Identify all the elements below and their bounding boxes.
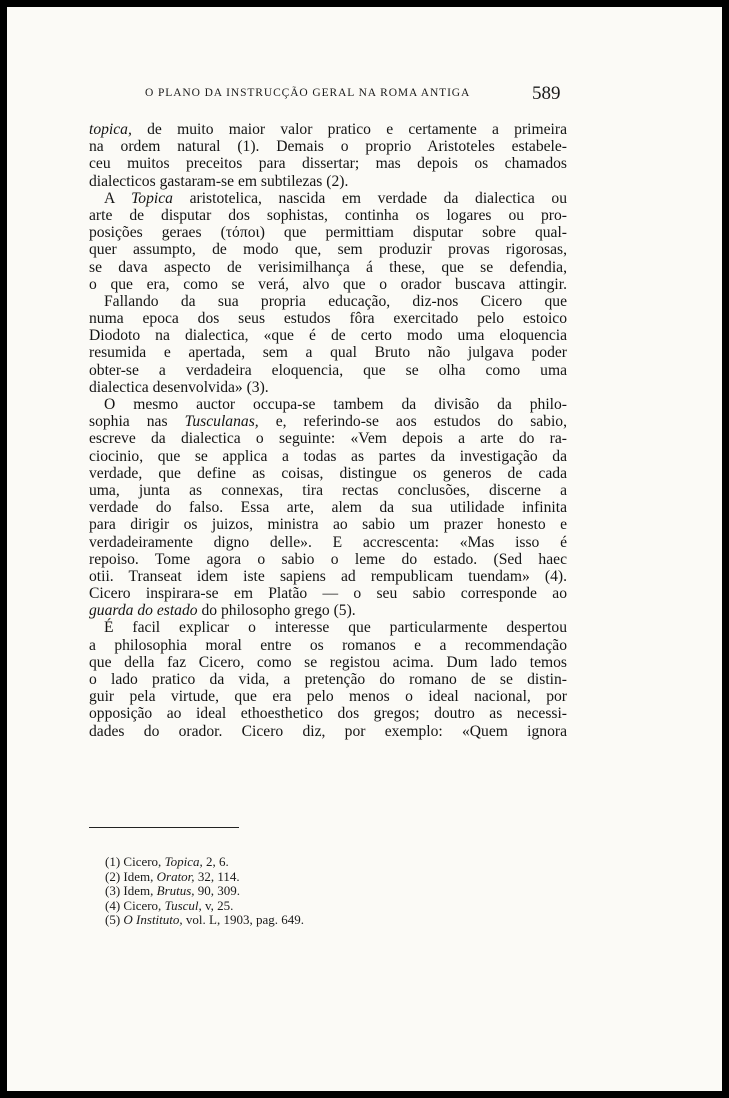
text-line [89,688,567,705]
text-segment: verdadeiramente digno delle». E accrescenta: «Mas isso é [89,533,567,551]
text-line [89,465,567,482]
text-line [89,173,567,190]
text-segment: se dava aspecto de verisimilhança á these, que se defendia, [89,258,567,276]
text-segment: a philosophia moral entre os romanos e a recommendação [89,636,567,654]
text-line [89,654,567,671]
text-line [89,568,567,585]
text-line [89,482,567,499]
italic-text: Orator, [156,868,195,884]
text-segment: (1) Cicero, [105,854,165,869]
text-segment: (4) Cicero, [105,897,165,913]
italic-text: O Instituto, [123,912,183,927]
text-segment: dades do orador. Cicero diz, por exemplo: «Quem ignora [89,722,567,740]
text-segment: 90, 309. [194,883,241,898]
text-line [89,224,567,241]
text-line [89,207,567,224]
text-line [89,379,567,396]
text-line [89,310,567,327]
text-segment: para dirigir os juizos, ministra ao sabio um prazer honesto e [89,516,567,534]
text-line [89,362,567,379]
text-line [89,396,567,413]
text-segment: na ordem natural (1). Demais o proprio Aristoteles estabele- [89,138,567,156]
text-line [89,723,567,740]
text-segment: o lado pratico da vida, a pretenção do romano de se distin- [89,671,567,688]
text-segment: numa epoca dos seus estudos fôra exercitado pelo estoico [89,310,567,328]
text-line [89,602,567,619]
text-line [89,190,567,207]
text-line [89,138,567,155]
text-segment: Fallando da sua propria educação, diz-nos Cicero que [104,292,567,310]
italic-text: Brutus, [156,883,195,898]
page-number: 589 [532,83,561,104]
italic-text: Topica, [164,854,203,869]
text-segment: (3) Idem, [105,883,157,898]
page-header [7,83,722,107]
text-segment: do philosopho grego (5). [197,602,356,620]
text-line [89,121,567,138]
text-segment: v, 25. [201,897,234,913]
text-line [89,671,567,688]
text-line [89,327,567,344]
text-segment: vol. L, 1903, pag. 649. [182,912,304,927]
footnote-rule [89,827,239,828]
text-segment: É facil explicar o interesse que particularmente despertou [104,619,567,637]
text-segment: aristotelica, nascida em verdade da dialectica ou [172,189,567,207]
text-line [89,705,567,722]
text-segment: escreve da dialectica o seguinte: «Vem depois a arte do ra- [89,430,567,448]
footnote [105,855,505,870]
footnote [105,870,505,885]
text-line [89,259,567,276]
text-line [89,534,567,551]
text-line [89,585,567,602]
italic-text: guarda do estado [89,602,198,620]
book-page [7,7,722,1091]
text-segment: 2, 6. [202,854,229,869]
footnote [105,899,505,914]
body-text [89,121,567,740]
text-segment: 32, 114. [194,868,240,884]
text-segment: Cicero inspirara-se em Platão — o seu sabio corresponde ao [89,585,567,603]
text-segment: ciocinio, que se applica a todas as partes da investigação da [89,447,567,465]
text-line [89,551,567,568]
text-segment: guir pela virtude, que era pelo menos o ideal nacional, por [89,688,567,706]
text-segment: quer assumpto, de modo que, sem produzir provas rigorosas, [89,241,567,259]
footnotes [105,855,505,928]
text-line [89,293,567,310]
text-line [89,516,567,533]
text-segment: ceu muitos preceitos para dissertar; mas depois os chamados [89,155,567,173]
italic-text: Tusculanas, [184,413,259,431]
text-segment: e, referindo-se aos estudos do sabio, [258,413,568,431]
text-line [89,448,567,465]
text-line [89,155,567,172]
text-segment: sophia nas [89,413,185,431]
text-segment: o que era, como se verá, alvo que o orador buscava attingir. [89,275,567,293]
text-line [89,499,567,516]
text-segment: uma, junta as connexas, tira rectas conclusões, discerne a [89,481,567,499]
text-segment: que della faz Cicero, como se registou acima. Dum lado temos [89,653,567,671]
text-segment: opposição ao ideal ethoesthetico dos gregos; doutro as necessi- [89,705,567,723]
text-segment: verdade, que define as coisas, distingue os generos de cada [89,464,567,482]
footnote [105,913,505,928]
running-title: O PLANO DA INSTRUCÇÃO GERAL NA ROMA ANTIGA [145,87,471,99]
text-segment: otii. Transeat idem iste sapiens ad rempublicam tuendam» (4). [89,567,567,585]
text-line [89,619,567,636]
text-segment: Diodoto na dialectica, «que é de certo modo uma eloquencia [89,327,567,345]
text-segment: O mesmo auctor occupa-se tambem da divisão da philo- [104,396,567,413]
text-line [89,344,567,361]
text-segment: obter-se a verdadeira eloquencia, que se olha como uma [89,361,567,379]
text-segment: dialectica desenvolvida» (3). [89,378,269,396]
text-segment: arte de disputar dos sophistas, continha os logares ou pro- [89,206,567,224]
text-segment: de muito maior valor pratico e certamente a primeira [131,121,567,138]
text-line [89,413,567,430]
text-line [89,276,567,293]
text-segment: (2) Idem, [105,868,157,884]
footnote [105,884,505,899]
italic-text: Tuscul, [164,897,202,913]
text-segment: A [104,189,132,207]
text-segment: repoiso. Tome agora o sabio o leme do estado. (Sed haec [89,550,567,568]
text-segment: (5) [105,912,124,927]
text-line [89,637,567,654]
italic-text: Topica [131,189,173,207]
text-line [89,241,567,258]
text-segment: verdade do falso. Essa arte, alem da sua utilidade infinita [89,499,567,517]
text-line [89,430,567,447]
text-segment: resumida e apertada, sem a qual Bruto não julgava poder [89,344,567,362]
italic-text: topica, [89,121,132,138]
text-segment: posições geraes (τόποι) que permittiam disputar sobre qual- [89,224,567,242]
text-segment: dialecticos gastaram-se em subtilezas (2). [89,172,349,190]
